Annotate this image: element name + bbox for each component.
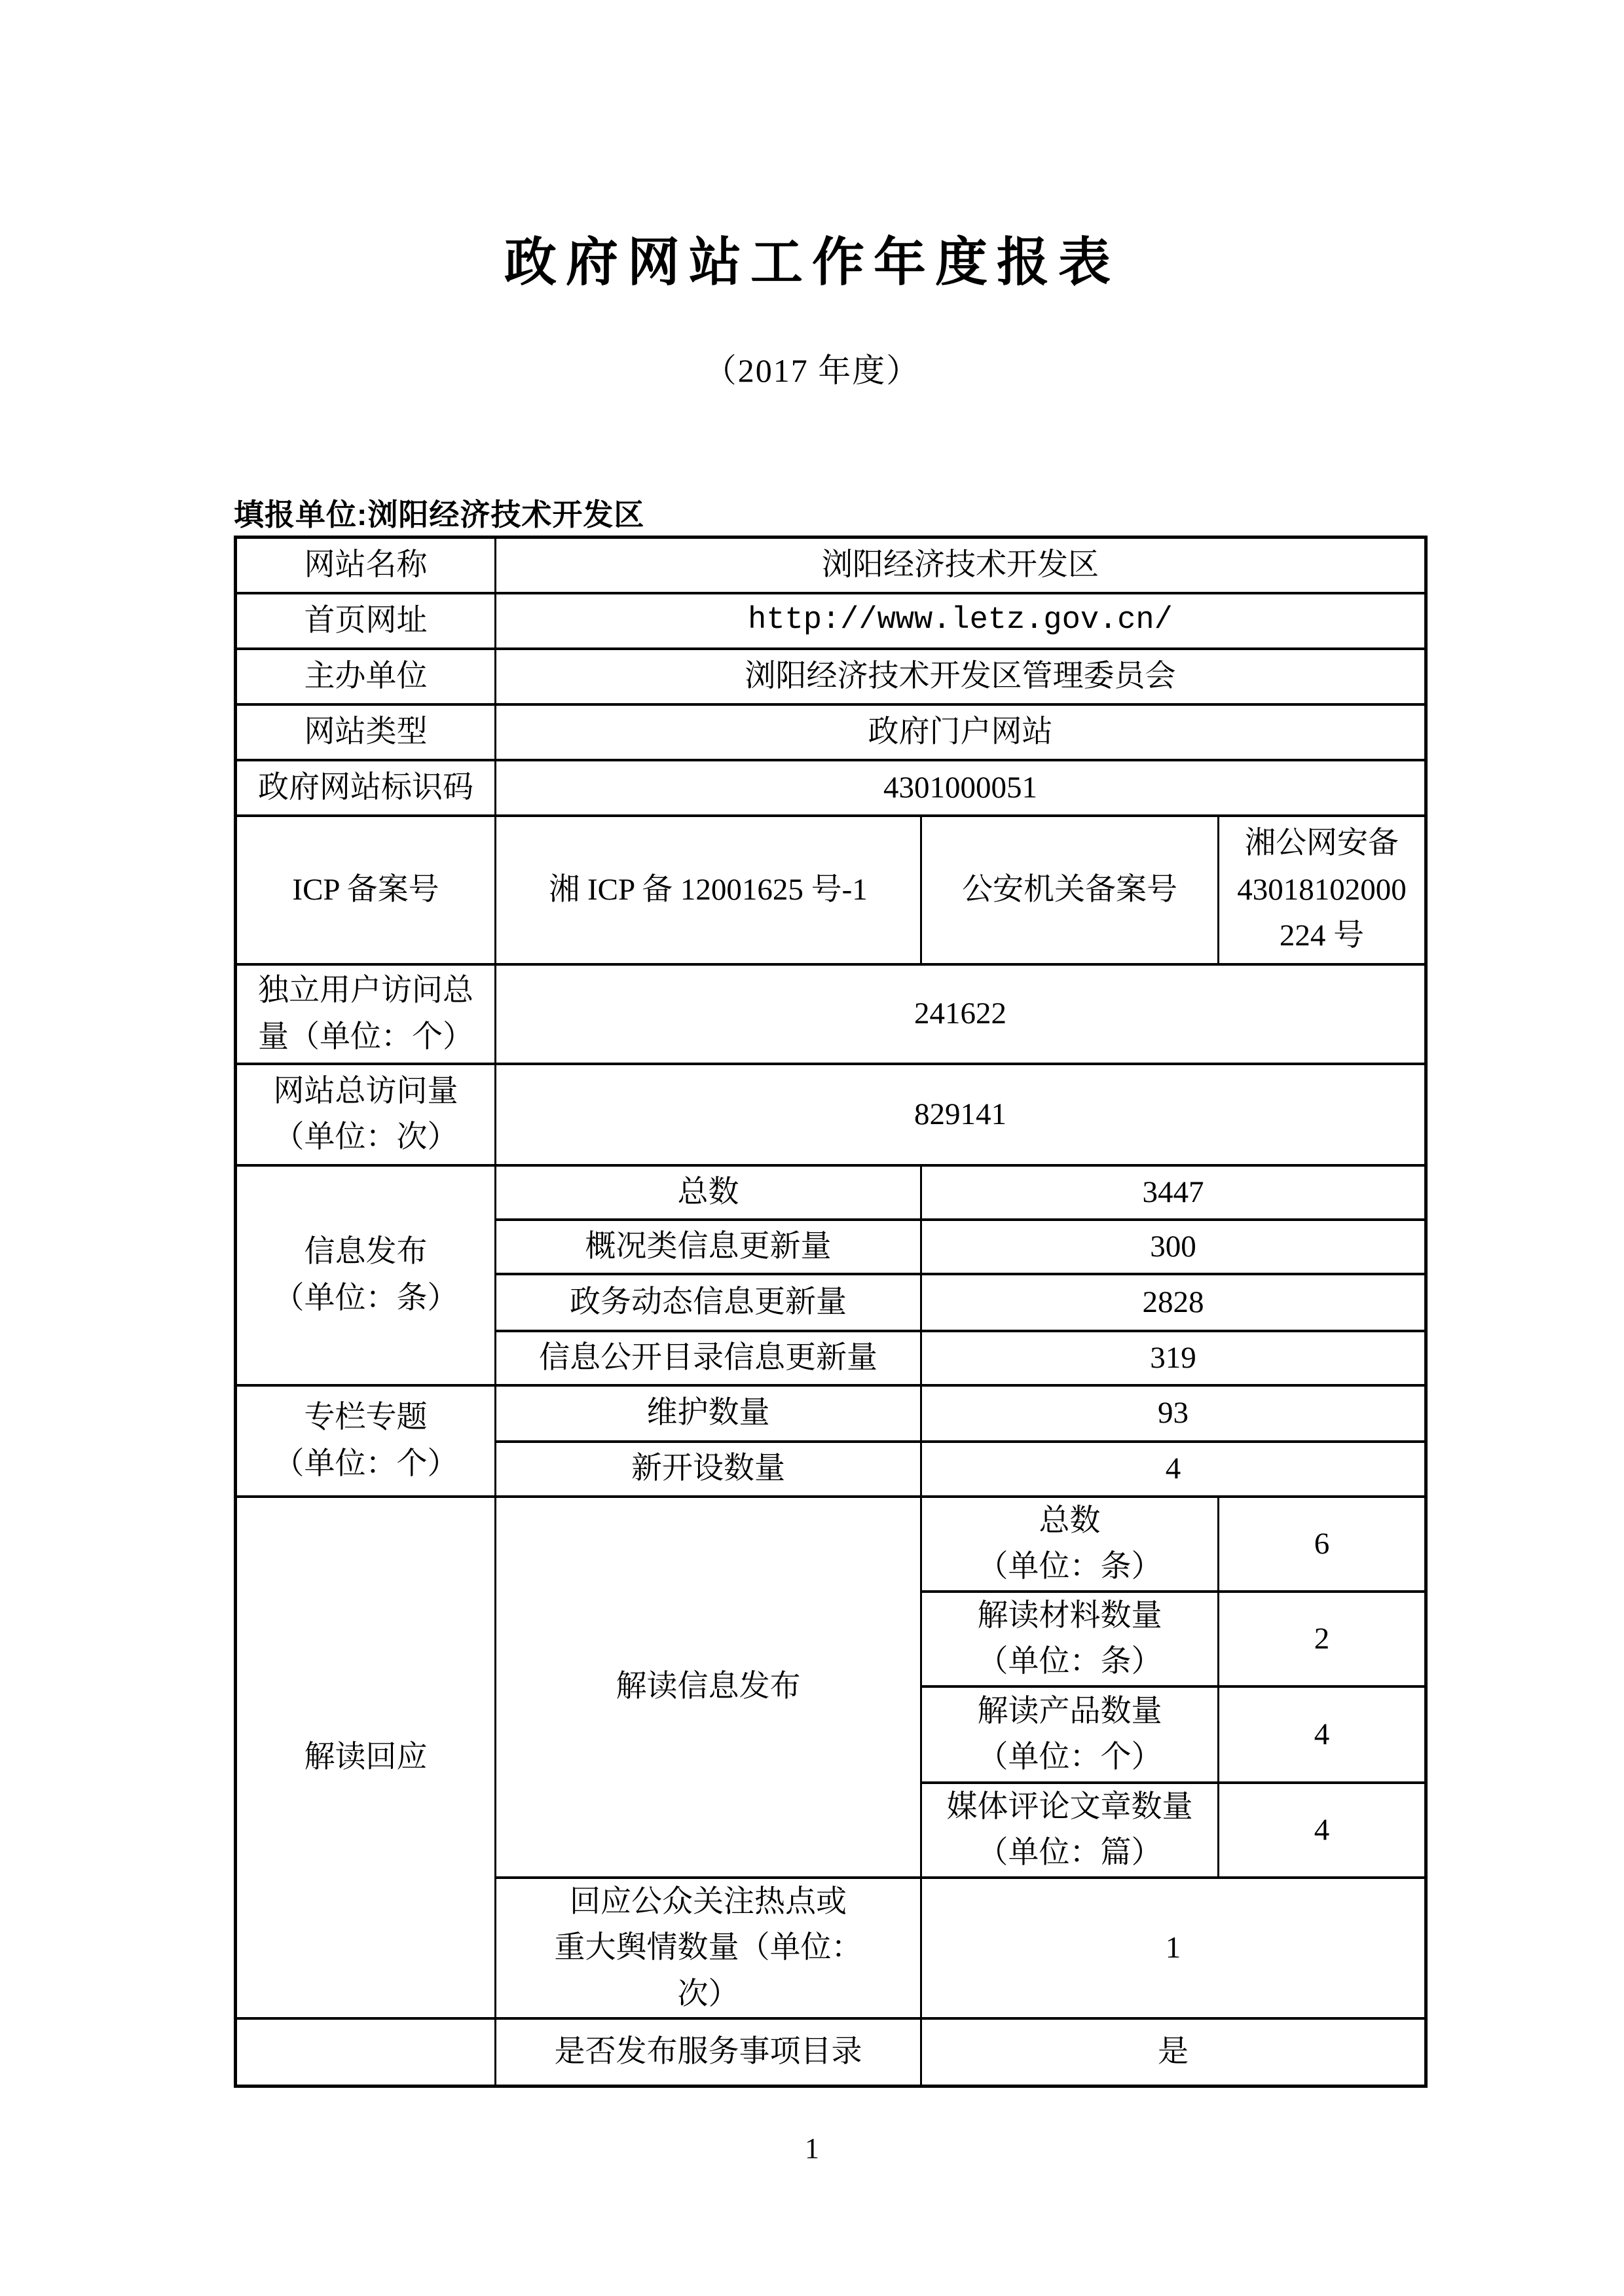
interpret-products-label [921, 1686, 1219, 1783]
interpret-materials-label [921, 1592, 1219, 1686]
media-comments-label [921, 1783, 1219, 1878]
interpret-materials-value: 2 [1219, 1592, 1426, 1686]
interpret-materials-label-line: 解读材料数量 [977, 1598, 1162, 1633]
media-comments-value: 4 [1219, 1783, 1426, 1878]
page-number: 1 [805, 2132, 819, 2164]
total-visits-label-line: 网站总访问量 [273, 1074, 458, 1108]
total-visits-value: 829141 [496, 1064, 1426, 1165]
info-publish-gov-news-value: 2828 [921, 1274, 1426, 1331]
total-visits-label [236, 1064, 496, 1165]
icp-value: 湘 ICP 备 12001625 号-1 [496, 816, 921, 964]
site-type-value: 政府门户网站 [496, 704, 1426, 760]
info-publish-section-label-line: 信息发布 [304, 1235, 428, 1269]
info-publish-total-label: 总数 [496, 1165, 921, 1220]
row-icp [236, 816, 1426, 964]
interpret-total-label-line: （单位：条） [977, 1550, 1162, 1584]
special-columns-section-label-line: 专栏专题 [304, 1400, 428, 1434]
public-concern-label-line: 重大舆情数量（单位： [554, 1931, 862, 1965]
special-columns-section-label-line: （单位：个） [273, 1446, 458, 1481]
unique-visitors-label-line: 量（单位：个） [258, 1019, 473, 1054]
info-publish-overview-label: 概况类信息更新量 [496, 1220, 921, 1274]
info-publish-overview-value: 300 [921, 1220, 1426, 1274]
row-total-visits [236, 1064, 1426, 1165]
row-service-catalog [236, 2018, 1426, 2086]
interpret-total-value: 6 [1219, 1497, 1426, 1592]
row-home-url [236, 593, 1426, 649]
site-name-label: 网站名称 [236, 538, 496, 593]
home-url-value: http://www.letz.gov.cn/ [496, 593, 1426, 649]
public-concern-label-line: 回应公众关注热点或 [570, 1884, 847, 1919]
interpretation-publish-label: 解读信息发布 [496, 1497, 921, 1878]
service-catalog-empty-cell [236, 2018, 496, 2086]
unique-visitors-value: 241622 [496, 964, 1426, 1064]
police-filing-label: 公安机关备案号 [921, 816, 1219, 964]
unique-visitors-label-line: 独立用户访问总 [258, 974, 473, 1008]
interpretation-response-section-label: 解读回应 [236, 1497, 496, 2019]
row-unique-visitors [236, 964, 1426, 1064]
info-publish-catalog-label: 信息公开目录信息更新量 [496, 1331, 921, 1385]
row-info-publish-total [236, 1165, 1426, 1220]
police-filing-value-line: 湘公网安备 [1245, 826, 1399, 861]
reporting-unit-line: 填报单位:浏阳经济技术开发区 [234, 498, 645, 532]
interpret-products-label-line: 解读产品数量 [977, 1694, 1162, 1728]
interpret-total-label [921, 1497, 1219, 1592]
police-filing-value [1219, 816, 1426, 964]
organizer-label: 主办单位 [236, 649, 496, 704]
site-type-label: 网站类型 [236, 704, 496, 760]
info-publish-section-label [236, 1165, 496, 1385]
columns-new-label: 新开设数量 [496, 1442, 921, 1497]
annual-report-table [234, 536, 1428, 2088]
site-code-label: 政府网站标识码 [236, 760, 496, 816]
interpret-materials-label-line: （单位：条） [977, 1645, 1162, 1679]
row-organizer [236, 649, 1426, 704]
public-concern-label-line: 次） [677, 1977, 739, 2011]
row-site-type [236, 704, 1426, 760]
interpret-products-label-line: （单位：个） [977, 1740, 1162, 1774]
interpret-total-label-line: 总数 [1039, 1503, 1101, 1538]
special-columns-section-label [236, 1385, 496, 1497]
row-site-name [236, 538, 1426, 593]
service-catalog-value: 是 [921, 2018, 1426, 2086]
row-interpret-total [236, 1497, 1426, 1592]
info-publish-total-value: 3447 [921, 1165, 1426, 1220]
report-year-subtitle: （2017 年度） [703, 352, 921, 389]
interpret-products-value: 4 [1219, 1686, 1426, 1783]
media-comments-label-line: （单位：篇） [977, 1836, 1162, 1870]
service-catalog-label: 是否发布服务事项目录 [496, 2018, 921, 2086]
columns-maintained-value: 93 [921, 1385, 1426, 1442]
police-filing-value-line: 43018102000 [1237, 872, 1407, 907]
public-concern-value: 1 [921, 1878, 1426, 2019]
info-publish-section-label-line: （单位：条） [273, 1281, 458, 1315]
page-title: 政府网站工作年度报表 [504, 234, 1120, 292]
columns-maintained-label: 维护数量 [496, 1385, 921, 1442]
organizer-value: 浏阳经济技术开发区管理委员会 [496, 649, 1426, 704]
icp-label: ICP 备案号 [236, 816, 496, 964]
info-publish-catalog-value: 319 [921, 1331, 1426, 1385]
total-visits-label-line: （单位：次） [273, 1120, 458, 1154]
columns-new-value: 4 [921, 1442, 1426, 1497]
police-filing-value-line: 224 号 [1279, 919, 1365, 953]
unique-visitors-label [236, 964, 496, 1064]
site-code-value: 4301000051 [496, 760, 1426, 816]
row-columns-maintained [236, 1385, 1426, 1442]
row-site-code [236, 760, 1426, 816]
media-comments-label-line: 媒体评论文章数量 [946, 1789, 1193, 1824]
public-concern-label [496, 1878, 921, 2019]
home-url-label: 首页网址 [236, 593, 496, 649]
info-publish-gov-news-label: 政务动态信息更新量 [496, 1274, 921, 1331]
site-name-value: 浏阳经济技术开发区 [496, 538, 1426, 593]
